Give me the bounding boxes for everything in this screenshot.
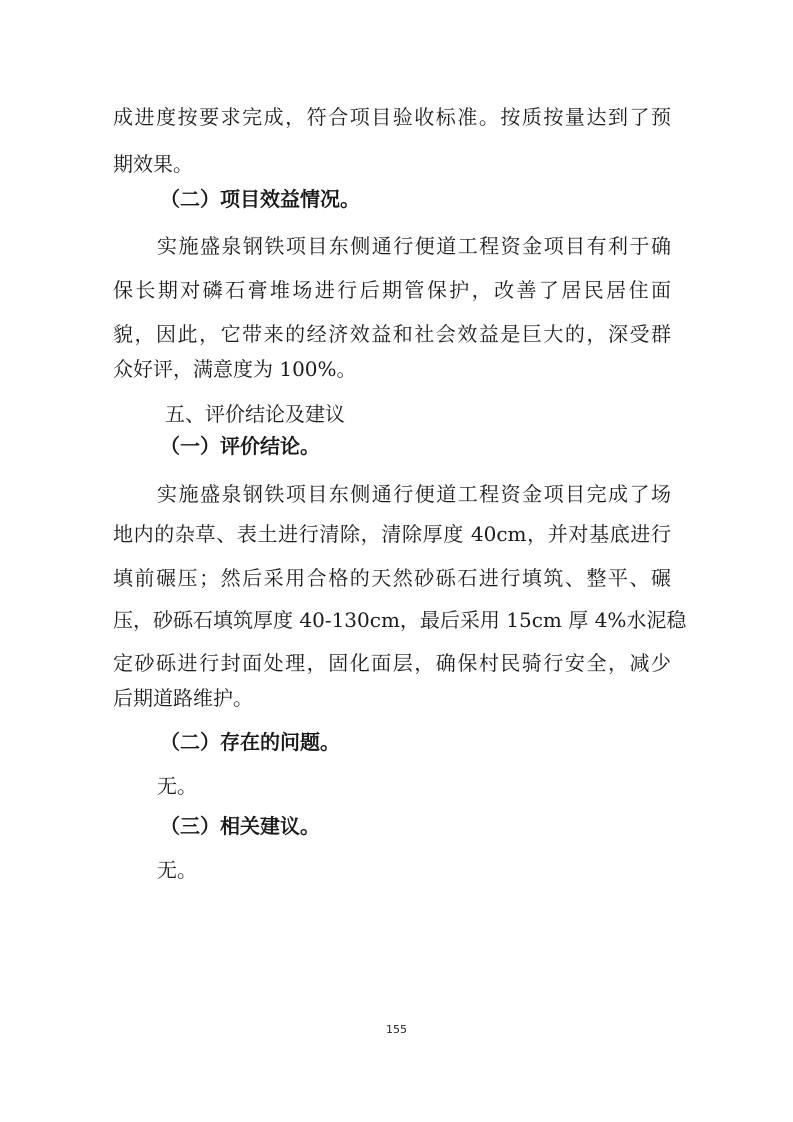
section-heading-evaluation: 五、评价结论及建议 (165, 402, 345, 426)
paragraph-line: 地内的杂草、表土进行清除，清除厚度 40cm，并对基底进行 (113, 522, 671, 546)
paragraph-line: 无。 (157, 774, 197, 798)
page-number: 155 (386, 1023, 407, 1036)
subheading-related-suggestions: （三）相关建议。 (160, 814, 320, 838)
paragraph-line: 后期道路维护。 (113, 686, 253, 710)
paragraph-line: 压，砂砾石填筑厚度 40-130cm，最后采用 15cm 厚 4%水泥稳 (113, 608, 687, 632)
paragraph-line: 期效果。 (113, 152, 193, 176)
subheading-evaluation-conclusion: （一）评价结论。 (160, 434, 320, 458)
paragraph-line: 实施盛泉钢铁项目东侧通行便道工程资金项目完成了场 (157, 482, 671, 506)
paragraph-line: 定砂砾进行封面处理，固化面层，确保村民骑行安全，减少 (113, 651, 671, 675)
paragraph-line: 众好评，满意度为 100%。 (113, 357, 357, 381)
paragraph-line: 成进度按要求完成，符合项目验收标准。按质按量达到了预 (113, 105, 671, 129)
subheading-existing-problems: （二）存在的问题。 (160, 730, 340, 754)
paragraph-line: 保长期对磷石膏堆场进行后期管保护，改善了居民居住面 (113, 278, 671, 302)
paragraph-line: 填前碾压；然后采用合格的天然砂砾石进行填筑、整平、碾 (113, 566, 671, 590)
paragraph-line: 貌，因此，它带来的经济效益和社会效益是巨大的，深受群 (113, 322, 671, 346)
subheading-project-benefit: （二）项目效益情况。 (160, 187, 360, 211)
paragraph-line: 无。 (157, 858, 197, 882)
paragraph-line: 实施盛泉钢铁项目东侧通行便道工程资金项目有利于确 (157, 234, 671, 258)
